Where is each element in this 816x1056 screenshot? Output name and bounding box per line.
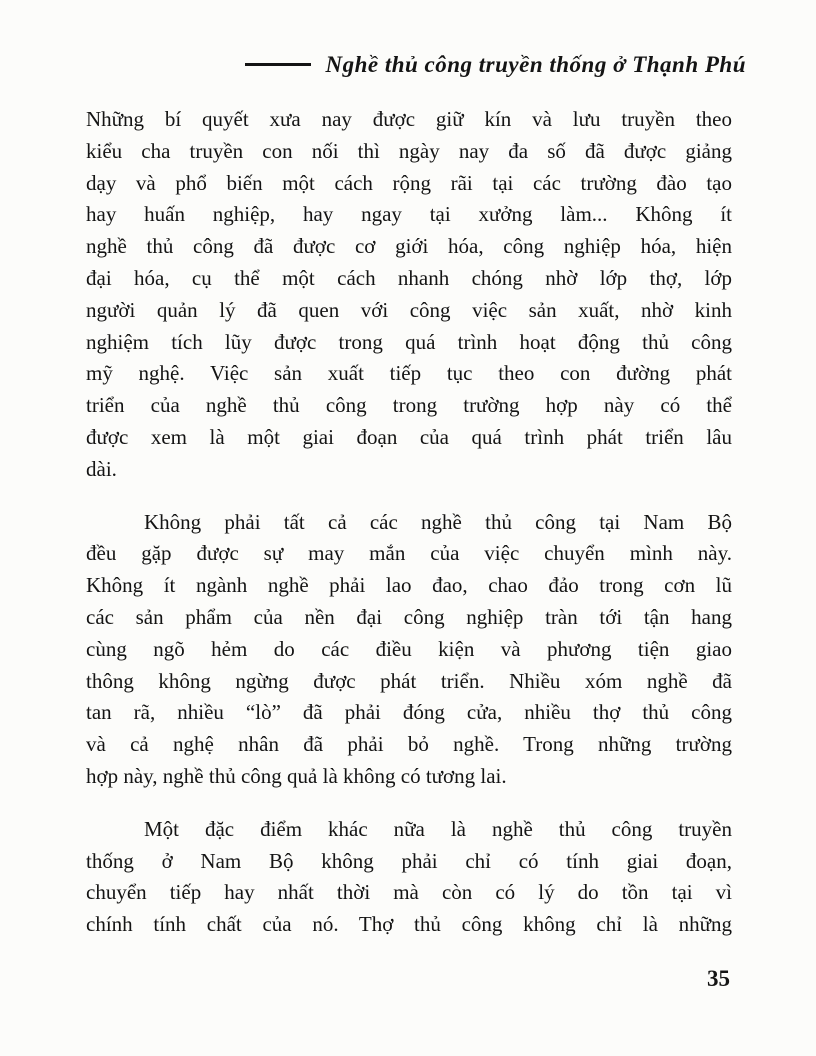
text-line: chuyển tiếp hay nhất thời mà còn có lý do tồn tại vì [86,880,732,905]
page-body [86,104,732,941]
text-line: cùng ngõ hẻm do các điều kiện và phương tiện giao [86,636,732,661]
text-line: người quản lý đã quen với công việc sản xuất, nhờ kinh [86,297,732,322]
text-line: thông không ngừng được phát triển. Nhiều xóm nghề đã [86,668,732,693]
paragraph-1 [86,104,732,486]
text-line: hay huấn nghiệp, hay ngay tại xưởng làm... Không ít [86,202,732,227]
running-header [245,52,746,78]
text-line: thống ở Nam Bộ không phải chỉ có tính giai đoạn, [86,848,732,873]
text-line: triển của nghề thủ công trong trường hợp này có thể [86,393,732,418]
running-header-title: Nghề thủ công truyền thống ở Thạnh Phú [325,52,746,77]
text-line: đại hóa, cụ thể một cách nhanh chóng nhờ lớp thợ, lớp [86,265,732,290]
text-line: và cả nghệ nhân đã phải bỏ nghề. Trong những trường [86,732,732,757]
text-line: Không ít ngành nghề phải lao đao, chao đảo trong cơn lũ [86,573,732,598]
text-line: chính tính chất của nó. Thợ thủ công không chỉ là những [86,912,732,937]
text-line: kiểu cha truyền con nối thì ngày nay đa số đã được giảng [86,138,732,163]
text-line: đều gặp được sự may mắn của việc chuyển mình này. [86,541,732,566]
paragraph-3 [86,814,732,941]
text-line: Không phải tất cả các nghề thủ công tại Nam Bộ [144,509,732,534]
header-rule [245,63,311,66]
text-line: dạy và phổ biến một cách rộng rãi tại các trường đào tạo [86,170,732,195]
text-line: được xem là một giai đoạn của quá trình phát triển lâu [86,424,732,449]
text-line: tan rã, nhiều “lò” đã phải đóng cửa, nhiều thợ thủ công [86,700,732,725]
text-line: dài. [86,456,117,481]
page-number: 35 [707,966,730,991]
text-line: nghề thủ công đã được cơ giới hóa, công nghiệp hóa, hiện [86,234,732,259]
text-line: Những bí quyết xưa nay được giữ kín và lưu truyền theo [86,107,732,131]
text-line: các sản phẩm của nền đại công nghiệp tràn tới tận hang [86,604,732,629]
text-line: Một đặc điểm khác nữa là nghề thủ công truyền [144,816,732,841]
paragraph-2 [86,507,732,793]
text-line: nghiệm tích lũy được trong quá trình hoạt động thủ công [86,329,732,354]
text-line: hợp này, nghề thủ công quả là không có tương lai. [86,763,507,788]
text-line: mỹ nghệ. Việc sản xuất tiếp tục theo con đường phát [86,361,732,386]
